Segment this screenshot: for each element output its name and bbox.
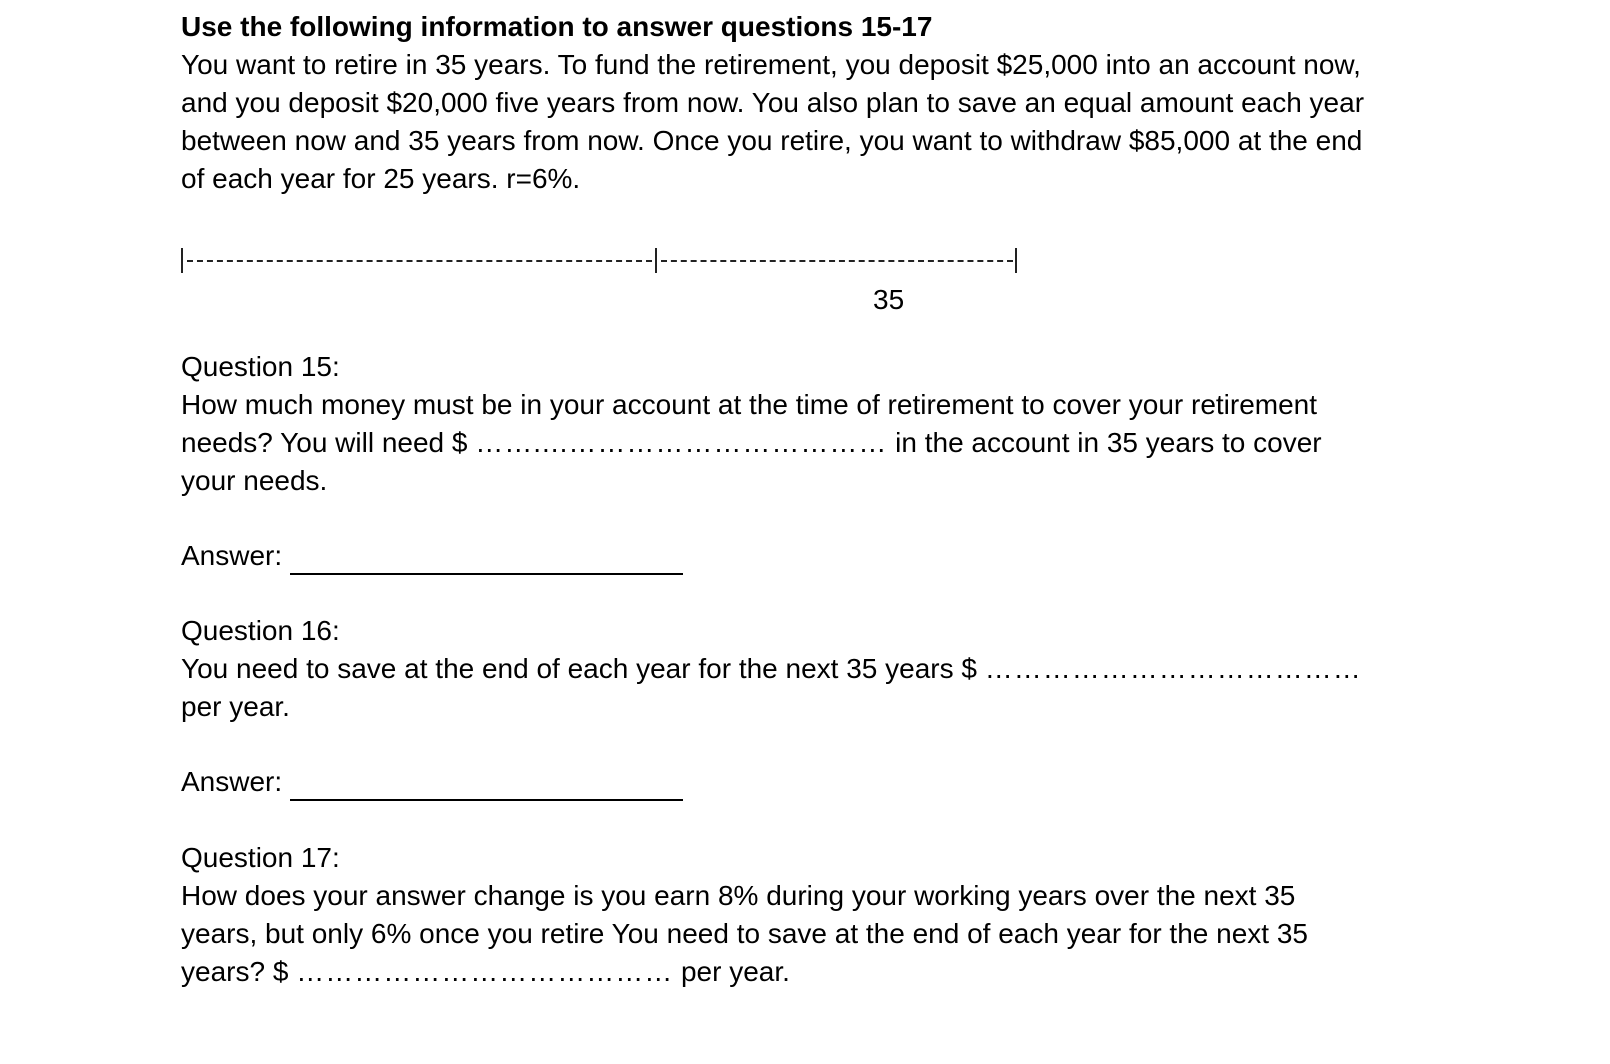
q15-fill-in-dots: ……....…………………………… bbox=[475, 427, 888, 458]
timeline bbox=[181, 248, 1051, 278]
intro-heading: Use the following information to answer questions 15-17 bbox=[181, 11, 933, 42]
q15-line-2 bbox=[181, 423, 1322, 462]
intro-line-4: of each year for 25 years. r=6%. bbox=[181, 163, 581, 194]
q16-line-2: per year. bbox=[181, 691, 290, 722]
q17-title: Question 17: bbox=[181, 842, 340, 873]
q15-answer-field[interactable] bbox=[290, 543, 683, 575]
q17-fill-in-dots: ………………………………… bbox=[296, 956, 674, 987]
q15-line-1: How much money must be in your account at the time of retirement to cover your retirement bbox=[181, 389, 1318, 420]
timeline-mid-tick bbox=[655, 248, 657, 273]
q15-title: Question 15: bbox=[181, 351, 340, 382]
q16-line-1-prefix: You need to save at the end of each year for the next 35 years $ bbox=[181, 653, 977, 684]
q16-fill-in-dots: ………………………………… bbox=[984, 653, 1362, 684]
q15-answer-label: Answer: bbox=[181, 540, 283, 571]
timeline-start-tick bbox=[181, 248, 183, 273]
q15-answer-row bbox=[181, 536, 683, 575]
timeline-label-35: 35 bbox=[873, 284, 905, 315]
q17-line-3 bbox=[181, 952, 790, 991]
q17-line-3-prefix: years? $ bbox=[181, 956, 289, 987]
q16-title: Question 16: bbox=[181, 615, 340, 646]
q16-answer-label: Answer: bbox=[181, 766, 283, 797]
intro-line-1: You want to retire in 35 years. To fund the retirement, you deposit $25,000 into an account now, bbox=[181, 49, 1361, 80]
timeline-segment-2 bbox=[661, 260, 1013, 262]
q15-line-2-prefix: needs? You will need $ bbox=[181, 427, 468, 458]
q16-answer-row bbox=[181, 762, 683, 801]
q16-line-1 bbox=[181, 649, 1362, 688]
timeline-end-tick bbox=[1015, 248, 1017, 273]
document-page bbox=[181, 0, 1481, 1064]
timeline-segment-1 bbox=[187, 260, 652, 262]
intro-line-2: and you deposit $20,000 five years from now. You also plan to save an equal amount each year bbox=[181, 87, 1365, 118]
q17-line-1: How does your answer change is you earn 8% during your working years over the next 35 bbox=[181, 880, 1296, 911]
q16-answer-field[interactable] bbox=[290, 769, 683, 801]
q15-line-2-suffix: in the account in 35 years to cover bbox=[895, 427, 1322, 458]
q17-line-3-suffix: per year. bbox=[680, 956, 790, 987]
intro-line-3: between now and 35 years from now. Once you retire, you want to withdraw $85,000 at the end bbox=[181, 125, 1363, 156]
q17-line-2: years, but only 6% once you retire You need to save at the end of each year for the next 35 bbox=[181, 918, 1308, 949]
q15-line-3: your needs. bbox=[181, 465, 328, 496]
